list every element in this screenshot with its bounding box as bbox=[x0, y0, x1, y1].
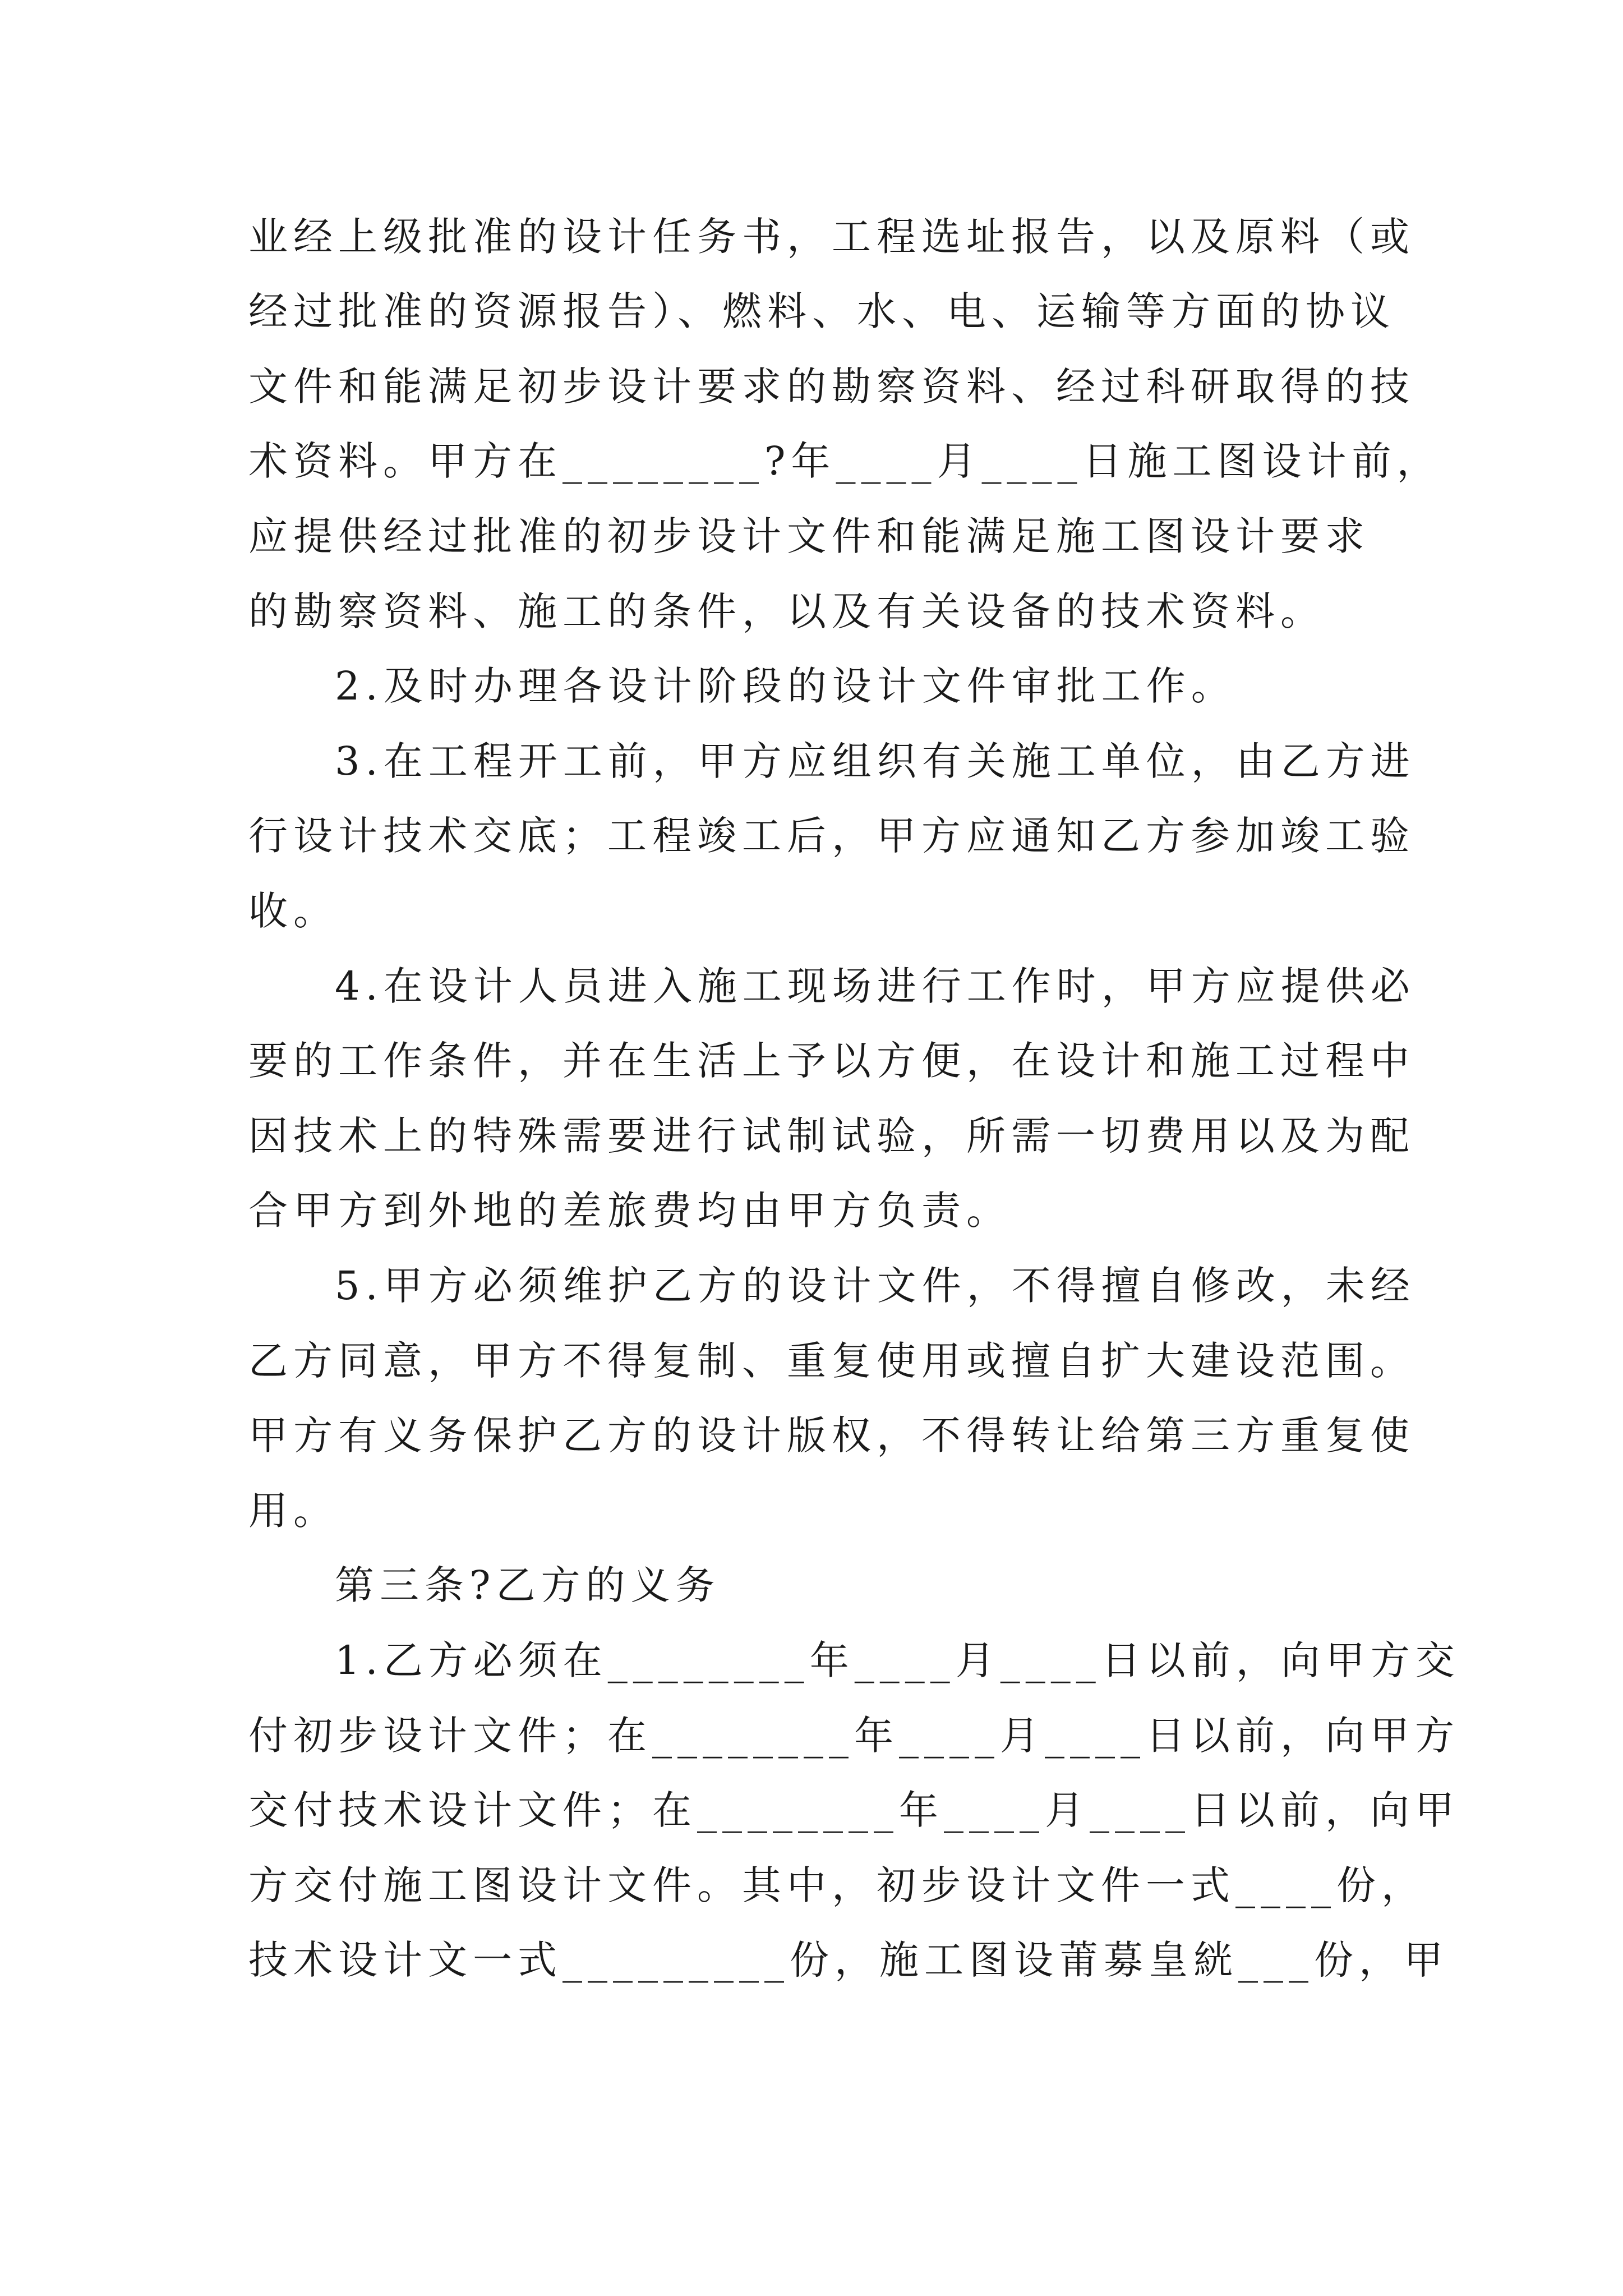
text-line: 行设计技术交底；工程竣工后，甲方应通知乙方参加竣工验 bbox=[248, 813, 1415, 859]
text-line: 付初步设计文件；在________年____月____日以前，向甲方 bbox=[248, 1713, 1460, 1759]
text-line: 要的工作条件，并在生活上予以方便，在设计和施工过程中 bbox=[248, 1038, 1415, 1084]
text-line: 3.在工程开工前，甲方应组织有关施工单位，由乙方进 bbox=[335, 738, 1415, 784]
section-heading: 第三条?乙方的义务 bbox=[335, 1562, 721, 1608]
text-line: 用。 bbox=[248, 1488, 338, 1534]
text-line: 文件和能满足初步设计要求的勘察资料、经过科研取得的技 bbox=[248, 364, 1415, 409]
text-line: 的勘察资料、施工的条件，以及有关设备的技术资料。 bbox=[248, 588, 1325, 634]
text-line: 经过批准的资源报告）、燃料、水、电、运输等方面的协议 bbox=[248, 288, 1395, 334]
text-line: 应提供经过批准的初步设计文件和能满足施工图设计要求 bbox=[248, 513, 1370, 559]
text-line: 技术设计文一式_________份，施工图设莆募皇絖___份，甲 bbox=[248, 1937, 1449, 1983]
text-line: 交付技术设计文件；在________年____月____日以前，向甲 bbox=[248, 1787, 1460, 1833]
text-line: 收。 bbox=[248, 888, 338, 934]
text-line: 术资料。甲方在________?年____月____日施工图设计前， bbox=[248, 438, 1442, 484]
text-line: 1.乙方必须在________年____月____日以前，向甲方交 bbox=[335, 1637, 1460, 1683]
text-line: 甲方有义务保护乙方的设计版权，不得转让给第三方重复使 bbox=[248, 1412, 1415, 1458]
text-line: 4.在设计人员进入施工现场进行工作时，甲方应提供必 bbox=[335, 963, 1415, 1009]
text-line: 因技术上的特殊需要进行试制试验，所需一切费用以及为配 bbox=[248, 1113, 1415, 1159]
text-line: 合甲方到外地的差旅费均由甲方负责。 bbox=[248, 1188, 1011, 1234]
text-line: 乙方同意，甲方不得复制、重复使用或擅自扩大建设范围。 bbox=[248, 1338, 1415, 1384]
text-line: 2.及时办理各设计阶段的设计文件审批工作。 bbox=[335, 663, 1236, 709]
text-line: 5.甲方必须维护乙方的设计文件，不得擅自修改，未经 bbox=[335, 1263, 1415, 1309]
text-line: 方交付施工图设计文件。其中，初步设计文件一式____份， bbox=[248, 1862, 1426, 1908]
text-line: 业经上级批准的设计任务书，工程选址报告，以及原料（或 bbox=[248, 214, 1415, 260]
